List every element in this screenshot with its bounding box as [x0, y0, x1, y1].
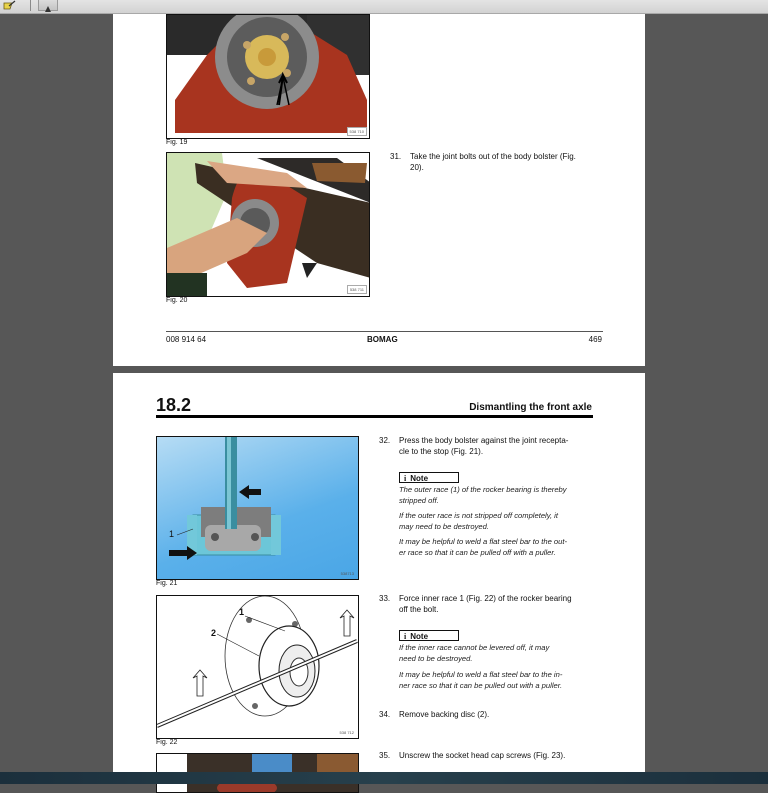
toolbar-separator: [30, 0, 31, 11]
step-text-line: Take the joint bolts out of the body bolster (Fig.: [410, 152, 576, 161]
figure-19-image: [166, 14, 370, 139]
note-line: er race so that it can be pulled off with a puller.: [399, 548, 556, 557]
pdf-page-469: [113, 14, 645, 366]
sign-document-icon[interactable]: [2, 0, 18, 11]
note-text: [399, 510, 609, 532]
footer-brand: BOMAG: [367, 335, 398, 344]
taskbar: [0, 772, 768, 784]
note-line: The outer race (1) of the rocker bearing is thereby: [399, 485, 567, 494]
info-icon: i: [404, 474, 407, 483]
step-text: [399, 593, 572, 615]
figure-21-image: [156, 436, 359, 580]
step-text-line: cle to the stop (Fig. 21).: [399, 447, 484, 456]
step-text: [410, 151, 576, 173]
step-text-line: Force inner race 1 (Fig. 22) of the rocker bearing: [399, 594, 572, 603]
figure-tag: 538 712: [339, 730, 354, 735]
export-button[interactable]: [38, 0, 58, 11]
section-rule: [156, 415, 593, 418]
section-title: Dismantling the front axle: [469, 402, 592, 413]
note-text: [399, 669, 609, 691]
note-line: If the outer race is not stripped off completely, it: [399, 511, 558, 520]
note-label: Note: [410, 632, 429, 641]
note-text: [399, 642, 609, 664]
step-text-line: Press the body bolster against the joint recepta-: [399, 436, 569, 445]
export-icon: [39, 3, 57, 13]
figure-caption: Fig. 19: [166, 139, 188, 146]
note-line: may need to be destroyed.: [399, 522, 489, 531]
svg-text:1: 1: [169, 529, 175, 539]
figure-caption: Fig. 21: [156, 580, 178, 587]
figure-20-image: [166, 152, 370, 297]
note-text: [399, 536, 609, 558]
step-number: 31.: [390, 152, 402, 161]
note-box: [399, 472, 459, 483]
note-line: stripped off.: [399, 496, 439, 505]
note-line: If the inner race cannot be levered off, it may: [399, 643, 550, 652]
step-number: 32.: [379, 436, 391, 445]
figure-caption: Fig. 22: [156, 739, 178, 746]
footer-doc-number: 008 914 64: [166, 335, 207, 344]
note-label: Note: [410, 474, 429, 483]
note-text: [399, 484, 609, 506]
note-line: need to be destroyed.: [399, 654, 473, 663]
note-box: [399, 630, 459, 641]
svg-text:2: 2: [211, 628, 217, 638]
pdf-page-470: [113, 373, 645, 784]
step-text: Unscrew the socket head cap screws (Fig. 23).: [399, 751, 566, 760]
figure-tag: 538713: [340, 571, 354, 576]
footer-page-number: 469: [588, 335, 602, 344]
figure-caption: Fig. 20: [166, 297, 188, 304]
figure-22-image: [156, 595, 359, 739]
info-icon: i: [404, 632, 407, 641]
step-text-line: 20).: [410, 163, 424, 172]
figure-tag: 538 710: [347, 127, 367, 136]
viewer-toolbar: [0, 0, 768, 14]
step-number: 35.: [379, 751, 391, 760]
figure-tag: 538 711: [347, 285, 367, 294]
svg-text:1: 1: [239, 607, 245, 617]
note-line: ner race so that it can be pulled out with a puller.: [399, 681, 563, 690]
step-number: 34.: [379, 710, 391, 719]
step-text: [399, 435, 568, 457]
note-line: It may be helpful to weld a flat steel bar to the in-: [399, 670, 563, 679]
note-line: It may be helpful to weld a flat steel bar to the out-: [399, 537, 568, 546]
step-number: 33.: [379, 594, 391, 603]
step-text-line: off the bolt.: [399, 605, 439, 614]
section-number: 18.2: [156, 395, 192, 415]
step-text: Remove backing disc (2).: [399, 710, 490, 719]
footer-rule: [166, 331, 603, 332]
